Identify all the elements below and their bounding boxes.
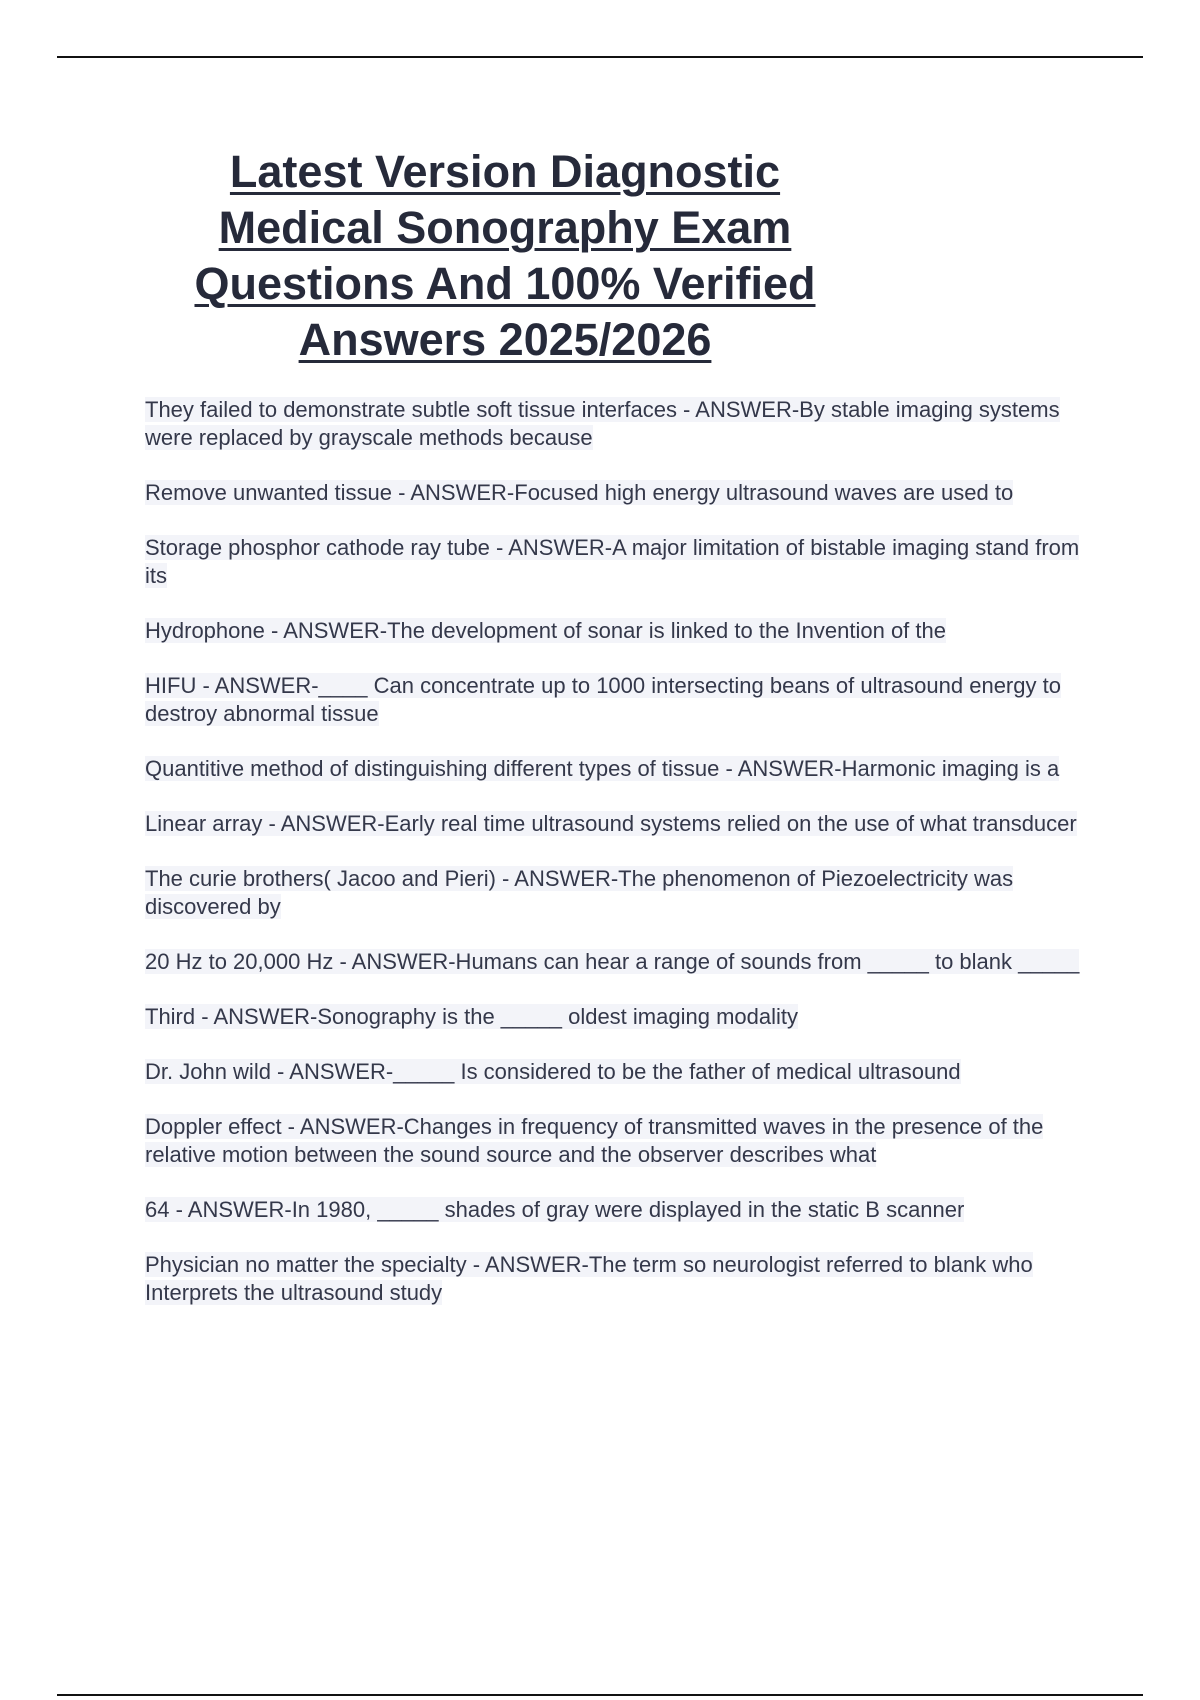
list-item (145, 865, 1085, 921)
page-title (145, 144, 865, 368)
qa-text: Quantitive method of distinguishing different types of tissue - ANSWER-Harmonic imaging is a (145, 756, 1060, 781)
qa-text: Third - ANSWER-Sonography is the _____ oldest imaging modality (145, 1004, 798, 1029)
list-item (145, 617, 1085, 645)
list-item (145, 948, 1085, 976)
list-item (145, 1113, 1085, 1169)
list-item (145, 396, 1085, 452)
list-item (145, 479, 1085, 507)
list-item (145, 1196, 1085, 1224)
qa-text: 20 Hz to 20,000 Hz - ANSWER-Humans can hear a range of sounds from _____ to blank _____ (145, 949, 1080, 974)
qa-text: Storage phosphor cathode ray tube - ANSWER-A major limitation of bistable imaging stand from its (145, 535, 1080, 588)
list-item (145, 810, 1085, 838)
title-line: Answers 2025/2026 (298, 314, 712, 365)
list-item (145, 1251, 1085, 1307)
qa-text: Doppler effect - ANSWER-Changes in frequency of transmitted waves in the presence of the relative motion between the sound source and the observer describes what (145, 1114, 1044, 1167)
question-answer-list (145, 396, 1085, 1334)
qa-text: HIFU - ANSWER-____ Can concentrate up to 1000 intersecting beans of ultrasound energy to destroy abnormal tissue (145, 673, 1061, 726)
qa-text: Dr. John wild - ANSWER-_____ Is considered to be the father of medical ultrasound (145, 1059, 961, 1084)
list-item (145, 534, 1085, 590)
list-item (145, 1058, 1085, 1086)
list-item (145, 1003, 1085, 1031)
title-line: Questions And 100% Verified (194, 258, 816, 309)
title-line: Latest Version Diagnostic (229, 146, 781, 197)
title-line: Medical Sonography Exam (218, 202, 792, 253)
top-divider (57, 56, 1143, 58)
list-item (145, 755, 1085, 783)
qa-text: They failed to demonstrate subtle soft tissue interfaces - ANSWER-By stable imaging systems were replaced by grayscale methods because (145, 397, 1060, 450)
qa-text: Remove unwanted tissue - ANSWER-Focused high energy ultrasound waves are used to (145, 480, 1014, 505)
bottom-divider (57, 1694, 1143, 1696)
qa-text: Physician no matter the specialty - ANSWER-The term so neurologist referred to blank who Interprets the ultrasound study (145, 1252, 1033, 1305)
qa-text: Linear array - ANSWER-Early real time ultrasound systems relied on the use of what transducer (145, 811, 1077, 836)
document-title (145, 144, 865, 368)
list-item (145, 672, 1085, 728)
qa-text: The curie brothers( Jacoo and Pieri) - ANSWER-The phenomenon of Piezoelectricity was discovered by (145, 866, 1014, 919)
qa-text: Hydrophone - ANSWER-The development of sonar is linked to the Invention of the (145, 618, 946, 643)
qa-text: 64 - ANSWER-In 1980, _____ shades of gray were displayed in the static B scanner (145, 1197, 965, 1222)
